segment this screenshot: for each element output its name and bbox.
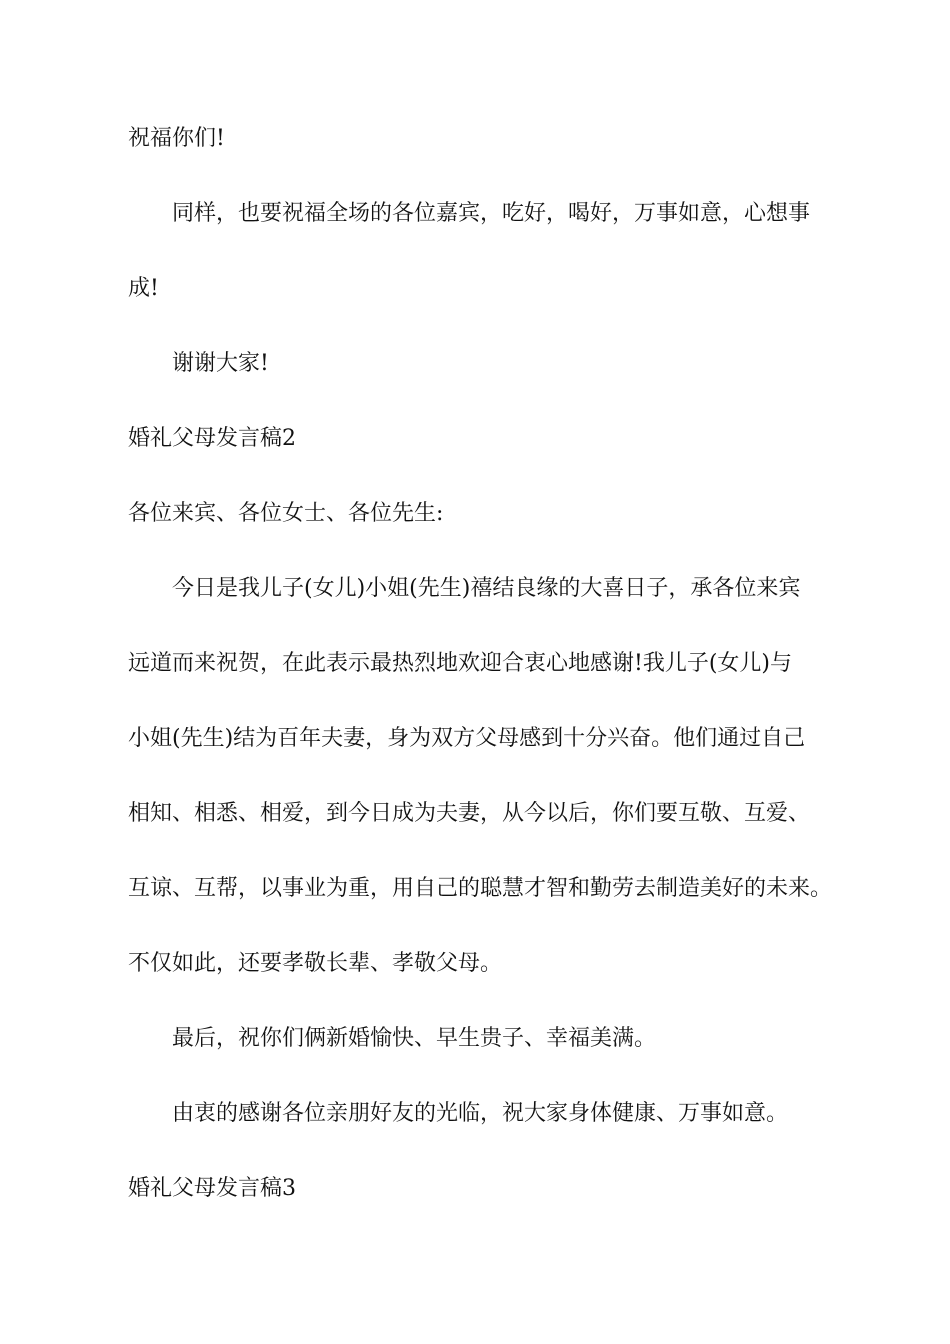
paragraph-line: 谢谢大家! <box>172 351 269 376</box>
salutation-line: 各位来宾、各位女士、各位先生: <box>128 501 444 526</box>
paragraph-line: 最后，祝你们俩新婚愉快、早生贵子、幸福美满。 <box>172 1026 657 1051</box>
paragraph-line: 同样，也要祝福全场的各位嘉宾，吃好，喝好，万事如意，心想事 <box>172 201 811 226</box>
text-line: 祝福你们! <box>128 126 225 151</box>
section-heading: 婚礼父母发言稿3 <box>128 1176 296 1201</box>
section-heading: 婚礼父母发言稿2 <box>128 426 296 451</box>
text-line: 不仅如此，还要孝敬长辈、孝敬父母。 <box>128 951 503 976</box>
text-line: 远道而来祝贺，在此表示最热烈地欢迎合衷心地感谢!我儿子(女儿)与 <box>128 651 793 676</box>
text-line: 小姐(先生)结为百年夫妻，身为双方父母感到十分兴奋。他们通过自己 <box>128 726 806 751</box>
text-line: 成! <box>128 276 159 301</box>
paragraph-line: 由衷的感谢各位亲朋好友的光临，祝大家身体健康、万事如意。 <box>172 1101 789 1126</box>
text-line: 互谅、互帮，以事业为重，用自己的聪慧才智和勤劳去制造美好的未来。 <box>128 876 833 901</box>
text-line: 相知、相悉、相爱，到今日成为夫妻，从今以后，你们要互敬、互爱、 <box>128 801 811 826</box>
paragraph-line: 今日是我儿子(女儿)小姐(先生)禧结良缘的大喜日子，承各位来宾 <box>172 576 801 601</box>
